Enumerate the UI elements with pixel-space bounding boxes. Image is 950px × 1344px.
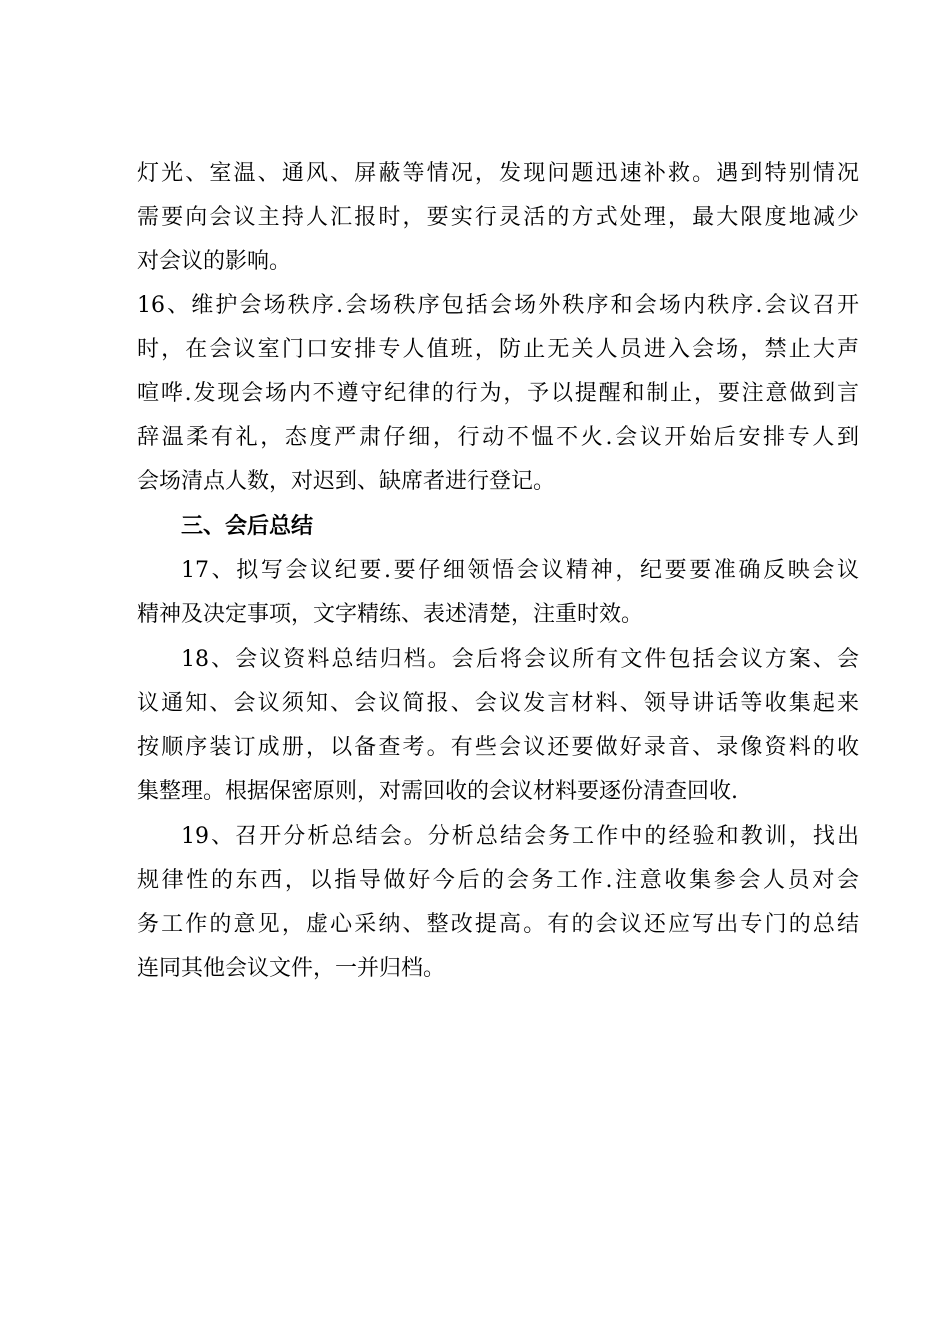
paragraph-18-line: 18、会议资料总结归档。会后将会议所有文件包括会议方案、会 [181,647,859,672]
body-line: 务工作的意见，虚心采纳、整改提高。有的会议还应写出专门的总结 [137,912,859,937]
body-line: 集整理。根据保密原则，对需回收的会议材料要逐份清查回收. [137,779,738,804]
body-line: 连同其他会议文件，一并归档。 [137,956,446,981]
body-line: 会场清点人数，对迟到、缺席者进行登记。 [137,469,556,494]
body-line: 规律性的东西，以指导做好今后的会务工作.注意收集参会人员对会 [137,868,859,893]
paragraph-17-line: 17、拟写会议纪要.要仔细领悟会议精神，纪要要准确反映会议 [181,558,859,583]
body-line: 时，在会议室门口安排专人值班，防止无关人员进入会场，禁止大声 [137,337,859,362]
body-line: 辞温柔有礼，态度严肃仔细，行动不愠不火.会议开始后安排专人到 [137,425,859,450]
body-line: 喧哗.发现会场内不遵守纪律的行为，予以提醒和制止，要注意做到言 [137,381,859,406]
body-line: 议通知、会议须知、会议简报、会议发言材料、领导讲话等收集起来 [137,691,859,716]
body-line: 灯光、室温、通风、屏蔽等情况，发现问题迅速补救。遇到特别情况 [137,161,859,186]
body-line: 精神及决定事项，文字精练、表述清楚，注重时效。 [137,602,644,627]
body-line: 需要向会议主持人汇报时，要实行灵活的方式处理，最大限度地减少 [137,205,859,230]
paragraph-16-line: 16、维护会场秩序.会场秩序包括会场外秩序和会场内秩序.会议召开 [137,293,859,318]
paragraph-19-line: 19、召开分析总结会。分析总结会务工作中的经验和教训，找出 [181,824,859,849]
section-heading: 三、会后总结 [181,514,314,539]
document-body [137,152,859,991]
body-line: 按顺序装订成册，以备查考。有些会议还要做好录音、录像资料的收 [137,735,859,760]
body-line: 对会议的影响。 [137,249,292,274]
